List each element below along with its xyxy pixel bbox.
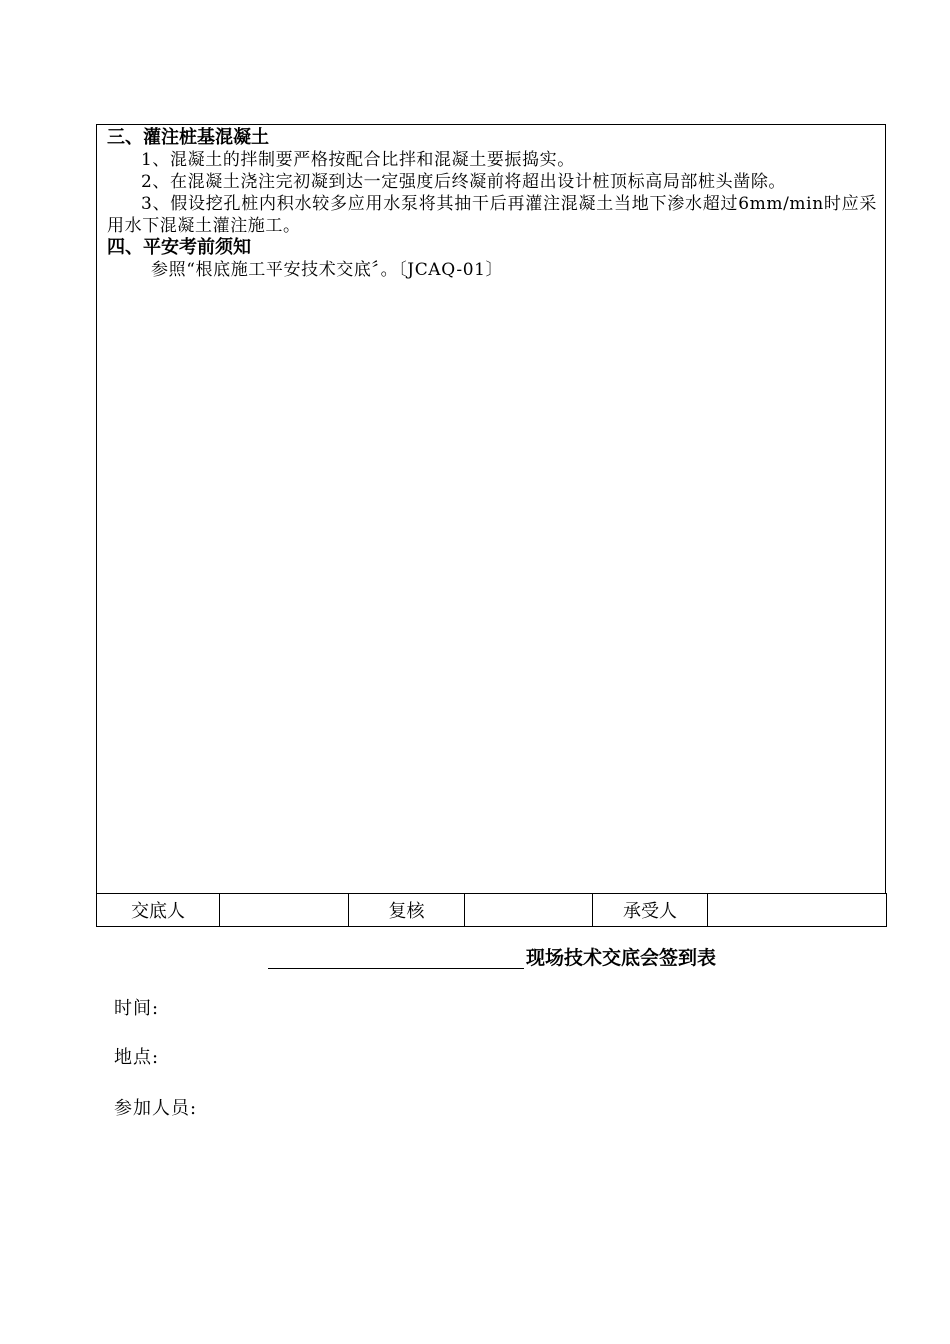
- paragraph-safety-reference: 参照“根底施工平安技术交底〞。〔JCAQ-01〕: [151, 260, 504, 280]
- location-label: 地点:: [114, 1047, 160, 1068]
- participants-label: 参加人员:: [114, 1098, 198, 1119]
- paragraph-item-3: 3、假设挖孔桩内积水较多应用水泵将其抽干后再灌注混凝土当地下渗水超过6mm/min时应采用水下混凝土灌注施工。: [107, 194, 877, 236]
- section-heading-safety-notes: 四、平安考前须知: [107, 237, 251, 258]
- signin-sheet-title: 现场技术交底会签到表: [526, 947, 717, 969]
- paragraph-item-1: 1、混凝土的拌制要严格按配合比拌和混凝土要振捣实。: [141, 150, 575, 170]
- paragraph-item-2: 2、在混凝土浇注完初凝到达一定强度后终凝前将超出设计桩顶标高局部桩头凿除。: [141, 172, 787, 192]
- disclosure-content-box: [96, 124, 886, 894]
- signature-table: [96, 893, 887, 927]
- title-blank-underline[interactable]: [268, 946, 524, 969]
- reviewer-field[interactable]: [465, 894, 593, 927]
- receiver-label: 承受人: [593, 894, 708, 927]
- time-label: 时间:: [114, 998, 160, 1019]
- reviewer-label: 复核: [349, 894, 465, 927]
- submitter-label: 交底人: [97, 894, 220, 927]
- signature-row: [97, 894, 887, 927]
- receiver-field[interactable]: [708, 894, 887, 927]
- section-heading-pile-concrete: 三、灌注桩基混凝土: [107, 127, 269, 148]
- submitter-field[interactable]: [220, 894, 349, 927]
